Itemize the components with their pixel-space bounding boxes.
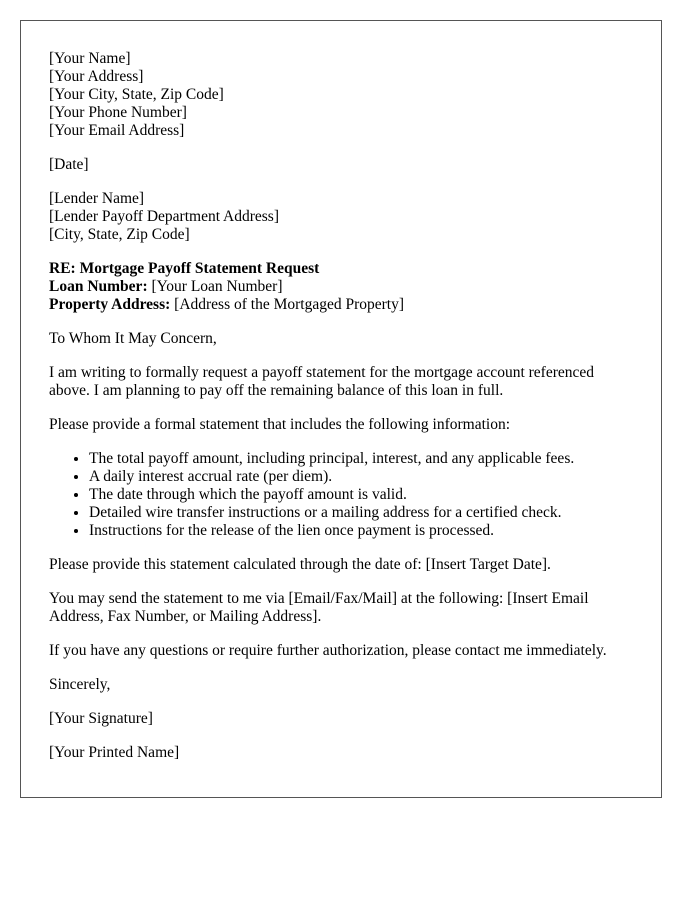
sender-phone: [Your Phone Number] [49, 104, 187, 121]
property-address-value: [Address of the Mortgaged Property] [170, 296, 405, 313]
letter-date: [Date] [49, 156, 89, 173]
letter [20, 20, 662, 798]
sender-block [49, 50, 633, 140]
salutation: To Whom It May Concern, [49, 330, 217, 347]
loan-number-line [49, 278, 633, 296]
request-lead-paragraph: Please provide a formal statement that includes the following information: [49, 416, 511, 433]
property-address-line [49, 296, 633, 314]
property-address-label: Property Address: [49, 296, 171, 313]
target-date-paragraph: Please provide this statement calculated through the date of: [Insert Target Date]. [49, 556, 551, 573]
recipient-block [49, 190, 633, 244]
sender-name: [Your Name] [49, 50, 131, 67]
intro-paragraph: I am writing to formally request a payoff statement for the mortgage account referenced above. I am planning to pay off the remaining balance of this loan in full. [49, 364, 595, 399]
delivery-paragraph: You may send the statement to me via [Email/Fax/Mail] at the following: [Insert Email Address, Fax Number, or Mailing Address]. [49, 590, 589, 625]
loan-number-value: [Your Loan Number] [147, 278, 283, 295]
printed-name: [Your Printed Name] [49, 744, 180, 761]
list-item: • The total payoff amount, including principal, interest, and any applicable fees. [89, 450, 633, 468]
sender-city-state-zip: [Your City, State, Zip Code] [49, 86, 224, 103]
contact-paragraph: If you have any questions or require further authorization, please contact me immediately. [49, 642, 607, 659]
list-item: • Instructions for the release of the lien once payment is processed. [89, 522, 633, 540]
signature: [Your Signature] [49, 710, 153, 727]
list-item: • Detailed wire transfer instructions or a mailing address for a certified check. [89, 504, 633, 522]
sender-email: [Your Email Address] [49, 122, 185, 139]
sender-address: [Your Address] [49, 68, 144, 85]
recipient-city-state-zip: [City, State, Zip Code] [49, 226, 190, 243]
requested-items-list [49, 450, 633, 540]
loan-number-label: Loan Number: [49, 278, 148, 295]
recipient-name: [Lender Name] [49, 190, 145, 207]
closing: Sincerely, [49, 676, 111, 693]
list-item: • A daily interest accrual rate (per diem). [89, 468, 633, 486]
recipient-department-address: [Lender Payoff Department Address] [49, 208, 279, 225]
subject-block [49, 260, 633, 314]
subject-line: RE: Mortgage Payoff Statement Request [49, 260, 320, 277]
list-item: • The date through which the payoff amount is valid. [89, 486, 633, 504]
